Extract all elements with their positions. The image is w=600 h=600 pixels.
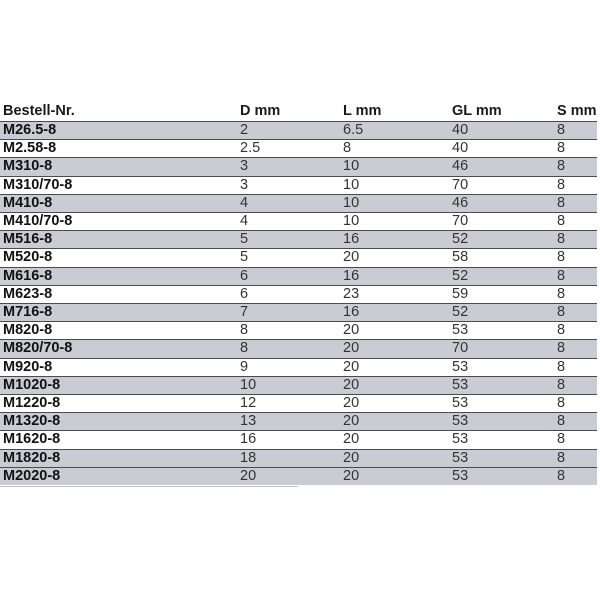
cell-l: 20 — [343, 358, 452, 376]
cell-s: 8 — [557, 467, 597, 485]
cell-d: 2 — [240, 122, 343, 140]
cell-s: 8 — [557, 231, 597, 249]
column-header-bestell-nr: Bestell-Nr. — [3, 103, 75, 119]
cell-d: 18 — [240, 449, 343, 467]
cell-d: 6 — [240, 267, 343, 285]
cell-d: 13 — [240, 413, 343, 431]
table-row — [0, 140, 597, 158]
cell-d: 4 — [240, 194, 343, 212]
cell-gl: 53 — [452, 431, 557, 449]
cell-l: 20 — [343, 340, 452, 358]
cell-s: 8 — [557, 340, 597, 358]
column-header-d-mm: D mm — [240, 103, 281, 119]
table-row — [0, 413, 597, 431]
table-row — [0, 176, 597, 194]
cell-l: 10 — [343, 194, 452, 212]
cell-s: 8 — [557, 376, 597, 394]
header-row — [0, 99, 597, 122]
cell-s: 8 — [557, 267, 597, 285]
cell-s: 8 — [557, 122, 597, 140]
cell-d: 3 — [240, 158, 343, 176]
cell-bestell-nr: M410/70-8 — [0, 213, 240, 231]
column-header-s-mm: S mm — [557, 103, 597, 119]
cell-bestell-nr: M1620-8 — [0, 431, 240, 449]
cell-gl: 53 — [452, 358, 557, 376]
cell-d: 3 — [240, 176, 343, 194]
cell-gl: 70 — [452, 176, 557, 194]
cell-l: 10 — [343, 213, 452, 231]
cell-s: 8 — [557, 413, 597, 431]
cell-l: 20 — [343, 413, 452, 431]
cell-bestell-nr: M516-8 — [0, 231, 240, 249]
cell-s: 8 — [557, 176, 597, 194]
cell-bestell-nr: M410-8 — [0, 194, 240, 212]
table-bottom-edge — [0, 486, 298, 488]
table-row — [0, 285, 597, 303]
cell-d: 2.5 — [240, 140, 343, 158]
cell-l: 8 — [343, 140, 452, 158]
cell-gl: 53 — [452, 413, 557, 431]
cell-d: 20 — [240, 467, 343, 485]
cell-d: 9 — [240, 358, 343, 376]
cell-l: 20 — [343, 431, 452, 449]
table-body — [0, 122, 597, 486]
cell-gl: 59 — [452, 285, 557, 303]
cell-s: 8 — [557, 304, 597, 322]
cell-d: 7 — [240, 304, 343, 322]
cell-bestell-nr: M820-8 — [0, 322, 240, 340]
column-header-gl-mm: GL mm — [452, 103, 502, 119]
table-row — [0, 395, 597, 413]
cell-bestell-nr: M520-8 — [0, 249, 240, 267]
cell-l: 10 — [343, 176, 452, 194]
cell-l: 20 — [343, 467, 452, 485]
spec-table-container — [0, 99, 597, 485]
cell-l: 10 — [343, 158, 452, 176]
table-row — [0, 376, 597, 394]
cell-bestell-nr: M920-8 — [0, 358, 240, 376]
cell-gl: 53 — [452, 322, 557, 340]
table-row — [0, 122, 597, 140]
cell-gl: 46 — [452, 194, 557, 212]
cell-s: 8 — [557, 322, 597, 340]
cell-gl: 52 — [452, 304, 557, 322]
cell-d: 8 — [240, 322, 343, 340]
table-row — [0, 322, 597, 340]
cell-l: 6.5 — [343, 122, 452, 140]
cell-gl: 53 — [452, 376, 557, 394]
cell-s: 8 — [557, 395, 597, 413]
cell-gl: 58 — [452, 249, 557, 267]
cell-s: 8 — [557, 213, 597, 231]
cell-gl: 52 — [452, 231, 557, 249]
cell-gl: 53 — [452, 467, 557, 485]
cell-gl: 70 — [452, 340, 557, 358]
table-row — [0, 249, 597, 267]
cell-gl: 70 — [452, 213, 557, 231]
cell-s: 8 — [557, 285, 597, 303]
cell-bestell-nr: M820/70-8 — [0, 340, 240, 358]
table-row — [0, 449, 597, 467]
table-row — [0, 213, 597, 231]
table-row — [0, 158, 597, 176]
cell-gl: 53 — [452, 449, 557, 467]
table-header — [0, 99, 597, 122]
cell-l: 20 — [343, 322, 452, 340]
cell-bestell-nr: M1220-8 — [0, 395, 240, 413]
cell-gl: 52 — [452, 267, 557, 285]
cell-gl: 40 — [452, 140, 557, 158]
order-spec-table — [0, 99, 597, 485]
cell-s: 8 — [557, 194, 597, 212]
cell-l: 23 — [343, 285, 452, 303]
cell-gl: 46 — [452, 158, 557, 176]
table-row — [0, 431, 597, 449]
cell-bestell-nr: M26.5-8 — [0, 122, 240, 140]
cell-bestell-nr: M716-8 — [0, 304, 240, 322]
cell-d: 12 — [240, 395, 343, 413]
cell-l: 20 — [343, 395, 452, 413]
cell-bestell-nr: M623-8 — [0, 285, 240, 303]
table-row — [0, 231, 597, 249]
cell-s: 8 — [557, 358, 597, 376]
cell-s: 8 — [557, 431, 597, 449]
cell-d: 16 — [240, 431, 343, 449]
cell-d: 4 — [240, 213, 343, 231]
cell-d: 6 — [240, 285, 343, 303]
cell-bestell-nr: M2020-8 — [0, 467, 240, 485]
cell-gl: 40 — [452, 122, 557, 140]
cell-s: 8 — [557, 249, 597, 267]
cell-d: 5 — [240, 249, 343, 267]
cell-bestell-nr: M616-8 — [0, 267, 240, 285]
cell-bestell-nr: M1020-8 — [0, 376, 240, 394]
cell-d: 8 — [240, 340, 343, 358]
table-row — [0, 340, 597, 358]
cell-d: 5 — [240, 231, 343, 249]
cell-bestell-nr: M310-8 — [0, 158, 240, 176]
cell-s: 8 — [557, 449, 597, 467]
column-header-l-mm: L mm — [343, 103, 382, 119]
table-row — [0, 467, 597, 485]
table-row — [0, 304, 597, 322]
cell-d: 10 — [240, 376, 343, 394]
cell-s: 8 — [557, 158, 597, 176]
cell-gl: 53 — [452, 395, 557, 413]
cell-l: 16 — [343, 304, 452, 322]
cell-s: 8 — [557, 140, 597, 158]
cell-bestell-nr: M310/70-8 — [0, 176, 240, 194]
cell-l: 20 — [343, 449, 452, 467]
table-row — [0, 358, 597, 376]
table-row — [0, 194, 597, 212]
table-row — [0, 267, 597, 285]
cell-l: 16 — [343, 267, 452, 285]
cell-l: 16 — [343, 231, 452, 249]
cell-bestell-nr: M2.58-8 — [0, 140, 240, 158]
cell-l: 20 — [343, 249, 452, 267]
cell-bestell-nr: M1820-8 — [0, 449, 240, 467]
cell-bestell-nr: M1320-8 — [0, 413, 240, 431]
cell-l: 20 — [343, 376, 452, 394]
